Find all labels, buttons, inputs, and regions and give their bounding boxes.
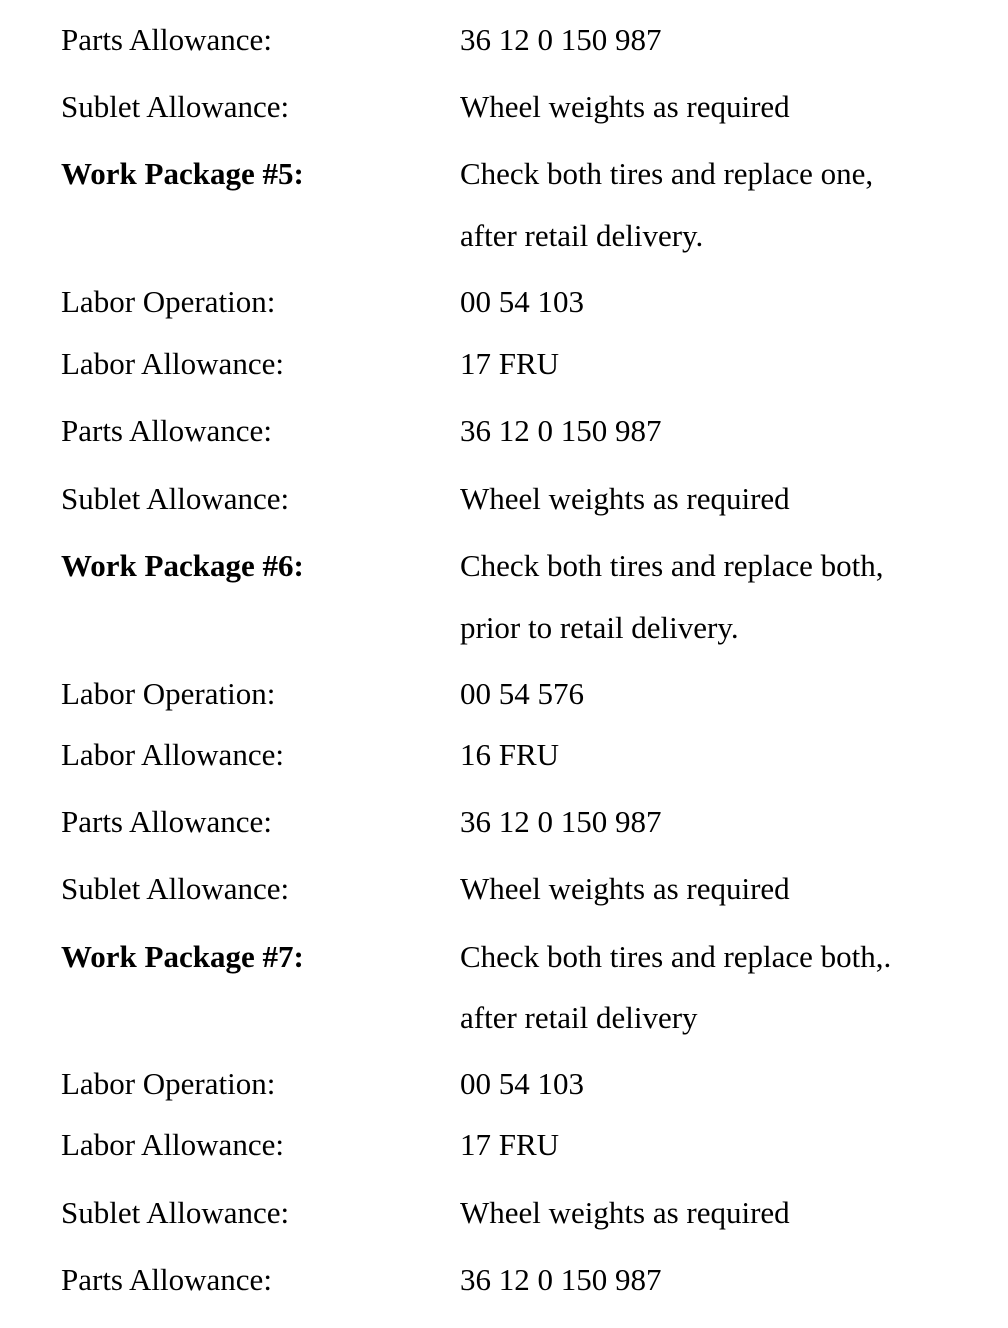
field-label: Labor Allowance:	[61, 346, 284, 381]
work-package-7-row	[0, 937, 1008, 977]
work-package-5-row	[0, 154, 1008, 194]
parts-allowance-row	[0, 802, 1008, 842]
field-value: 00 54 103	[460, 1066, 584, 1101]
field-value: 00 54 576	[460, 676, 584, 711]
field-label: Labor Operation:	[61, 284, 276, 319]
sublet-allowance-row	[0, 479, 1008, 519]
labor-operation-row	[0, 1064, 1008, 1104]
field-value: 36 12 0 150 987	[460, 22, 662, 57]
field-label: Parts Allowance:	[61, 22, 272, 57]
field-label: Parts Allowance:	[61, 1262, 272, 1297]
sublet-allowance-row	[0, 869, 1008, 909]
work-package-5-continuation-row	[0, 216, 1008, 256]
parts-allowance-row	[0, 1260, 1008, 1300]
parts-allowance-row	[0, 20, 1008, 60]
field-label: Labor Allowance:	[61, 737, 284, 772]
field-label: Labor Operation:	[61, 676, 276, 711]
field-label: Sublet Allowance:	[61, 481, 290, 516]
field-value: 17 FRU	[460, 346, 560, 381]
field-value: 16 FRU	[460, 737, 560, 772]
field-value: 00 54 103	[460, 284, 584, 319]
field-value: Wheel weights as required	[460, 481, 790, 516]
field-value: Wheel weights as required	[460, 871, 790, 906]
labor-allowance-row	[0, 735, 1008, 775]
labor-allowance-row	[0, 344, 1008, 384]
work-package-7-continuation-row	[0, 998, 1008, 1038]
field-value: Wheel weights as required	[460, 1195, 790, 1230]
field-value: 17 FRU	[460, 1127, 560, 1162]
field-value: 36 12 0 150 987	[460, 413, 662, 448]
work-package-heading: Work Package #7:	[61, 939, 304, 974]
field-value: 36 12 0 150 987	[460, 1262, 662, 1297]
field-label: Sublet Allowance:	[61, 871, 290, 906]
field-label: Parts Allowance:	[61, 413, 272, 448]
work-package-description: Check both tires and replace both,	[460, 548, 884, 583]
sublet-allowance-row	[0, 1193, 1008, 1233]
work-package-description: after retail delivery.	[460, 218, 704, 253]
work-package-heading: Work Package #5:	[61, 156, 304, 191]
field-value: 36 12 0 150 987	[460, 804, 662, 839]
field-label: Sublet Allowance:	[61, 1195, 290, 1230]
work-package-description: prior to retail delivery.	[460, 610, 739, 645]
work-package-description: after retail delivery	[460, 1000, 698, 1035]
work-package-heading: Work Package #6:	[61, 548, 304, 583]
field-label: Labor Allowance:	[61, 1127, 284, 1162]
field-value: Wheel weights as required	[460, 89, 790, 124]
labor-operation-row	[0, 674, 1008, 714]
work-package-6-row	[0, 546, 1008, 586]
field-label: Labor Operation:	[61, 1066, 276, 1101]
work-package-description: Check both tires and replace one,	[460, 156, 874, 191]
labor-allowance-row	[0, 1125, 1008, 1165]
labor-operation-row	[0, 282, 1008, 322]
field-label: Parts Allowance:	[61, 804, 272, 839]
work-package-6-continuation-row	[0, 608, 1008, 648]
sublet-allowance-row	[0, 87, 1008, 127]
parts-allowance-row	[0, 411, 1008, 451]
work-package-description: Check both tires and replace both,.	[460, 939, 892, 974]
field-label: Sublet Allowance:	[61, 89, 290, 124]
